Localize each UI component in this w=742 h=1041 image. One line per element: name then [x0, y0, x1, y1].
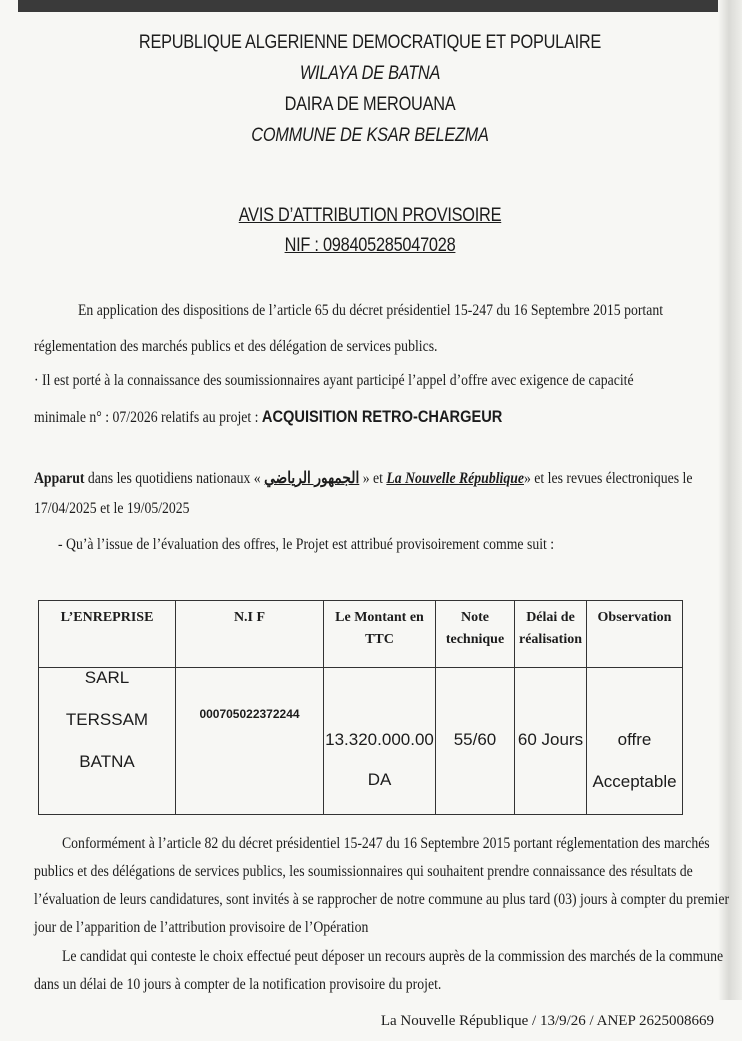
header-delay: Délai de réalisation: [515, 601, 587, 668]
cell-enterprise: SARL TERSSAM BATNA: [39, 668, 176, 815]
project-name: ACQUISITION RETRO-CHARGEUR: [261, 407, 503, 426]
publication-footer: La Nouvelle République / 13/9/26 / ANEP 2625008669: [380, 1013, 714, 1029]
paragraph-publication-line2: 17/04/2025 et le 19/05/2025: [34, 500, 190, 517]
paragraph-results-line2: publics et des délégations de services publics, les soumissionnaires qui souhaitent prendre connaissance des résultats de: [34, 863, 693, 880]
attribution-table: [38, 600, 683, 815]
header-nif: N.I F: [176, 601, 324, 668]
paragraph-publication-line1: Apparut dans les quotidiens nationaux « الجمهور الرياضي » et La Nouvelle République» et les revues électroniques le: [34, 470, 693, 487]
cell-nif: 000705022372244: [176, 668, 324, 815]
header-wilaya: WILAYA DE BATNA: [299, 63, 441, 84]
cell-note: 55/60: [436, 668, 515, 815]
word-apparut: Apparut: [34, 470, 85, 487]
table-row: [39, 668, 683, 815]
newspaper-arabic: الجمهور الرياضي: [264, 470, 360, 487]
cell-observation: offre Acceptable: [587, 668, 683, 815]
newspaper-nouvelle-republique: La Nouvelle République: [386, 470, 524, 487]
header-republic: REPUBLIQUE ALGERIENNE DEMOCRATIQUE ET POPULAIRE: [138, 32, 602, 53]
paragraph-notice-line1: · Il est porté à la connaissance des soumissionnaires ayant participé l’appel d’offre avec exigence de capacité: [34, 372, 634, 389]
paragraph-appeal-line1: Le candidat qui conteste le choix effectué peut déposer un recours auprès de la commission des marchés de la commune: [62, 948, 724, 965]
paragraph-results-line3: l’évaluation de leurs candidatures, sont invités à se rapprocher de notre commune au plus tard (03) jours à compter du premier: [34, 891, 730, 908]
header-commune: COMMUNE DE KSAR BELEZMA: [251, 125, 489, 146]
document-nif: NIF : 098405285047028: [284, 235, 456, 256]
scan-border-top: [18, 0, 722, 12]
paragraph-results-line1: Conformément à l’article 82 du décret présidentiel 15-247 du 16 Septembre 2015 portant réglementation des marchés: [62, 835, 710, 852]
paragraph-legal-basis-line1: En application des dispositions de l’article 65 du décret présidentiel 15-247 du 16 Septembre 2015 portant: [78, 302, 664, 319]
paragraph-evaluation: - Qu’à l’issue de l’évaluation des offres, le Projet est attribué provisoirement comme suit :: [58, 536, 555, 553]
header-observation: Observation: [587, 601, 683, 668]
table-header-row: [39, 601, 683, 668]
paragraph-legal-basis-line2: réglementation des marchés publics et des délégation de services publics.: [34, 338, 438, 355]
paragraph-results-line4: jour de l’apparition de l’attribution provisoire de l’Opération: [34, 919, 369, 936]
cell-amount: 13.320.000.00 DA: [324, 668, 436, 815]
paragraph-notice-line2: minimale n° : 07/2026 relatifs au projet : ACQUISITION RETRO-CHARGEUR: [34, 407, 503, 426]
header-enterprise: L’ENREPRISE: [39, 601, 176, 668]
paragraph-appeal-line2: dans un délai de 10 jours à compter de la notification provisoire du projet.: [34, 976, 442, 993]
document-title: AVIS D’ATTRIBUTION PROVISOIRE: [238, 205, 502, 226]
header-note: Note technique: [436, 601, 515, 668]
header-amount: Le Montant en TTC: [324, 601, 436, 668]
header-daira: DAIRA DE MEROUANA: [284, 94, 456, 115]
cell-delay: 60 Jours: [515, 668, 587, 815]
